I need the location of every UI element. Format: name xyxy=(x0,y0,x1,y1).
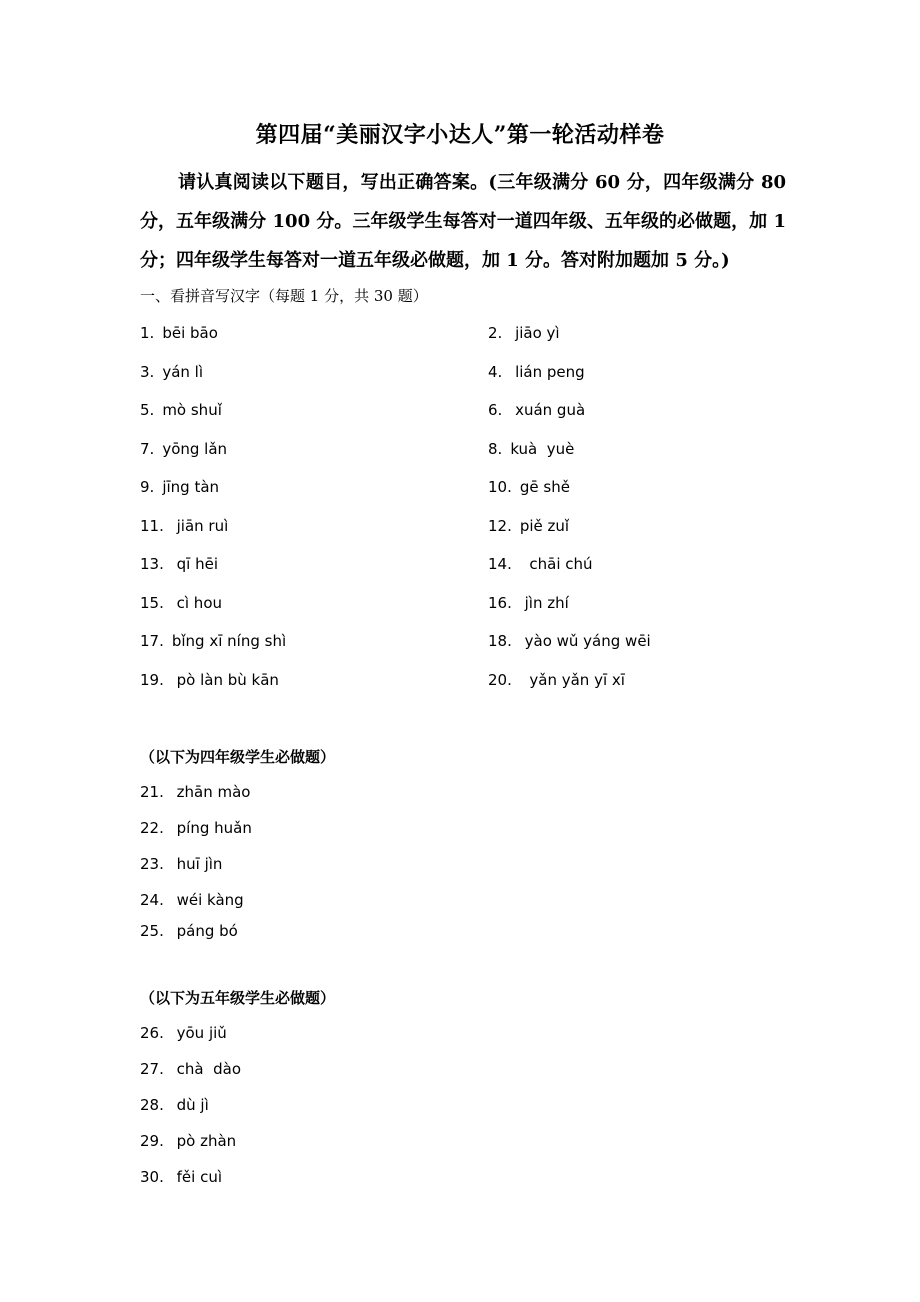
list-item: 19. pò làn bù kān xyxy=(140,671,279,689)
instructions-paragraph: 请认真阅读以下题目，写出正确答案。(三年级满分 60 分，四年级满分 80 分，五年级满分 100 分。三年级学生每答对一道四年级、五年级的必做题，加 1 分；四年级学生每答对一道五年级必做题，加 1 分。答对附加题加 5 分。) xyxy=(140,172,786,271)
section-title: 一、看拼音写汉字（每题 1 分，共 30 题） xyxy=(140,287,428,305)
list-item: 5. mò shuǐ xyxy=(140,401,222,419)
list-item: 7. yōng lǎn xyxy=(140,440,228,458)
list-item: 3. yán lì xyxy=(140,363,203,381)
grade5-note: （以下为五年级学生必做题） xyxy=(140,989,336,1007)
list-item: 24. wéi kàng xyxy=(140,891,244,909)
grade4-note: （以下为四年级学生必做题） xyxy=(140,748,336,766)
list-item: 20. yǎn yǎn yī xī xyxy=(488,671,625,689)
list-item: 8. kuà yuè xyxy=(488,440,575,458)
list-item: 13. qī hēi xyxy=(140,555,218,573)
list-item: 30. fěi cuì xyxy=(140,1168,222,1186)
list-item: 9. jīng tàn xyxy=(140,478,220,496)
list-item: 1. bēi bāo xyxy=(140,324,218,342)
list-item: 23. huī jìn xyxy=(140,855,223,873)
list-item: 14. chāi chú xyxy=(488,555,593,573)
list-item: 2. jiāo yì xyxy=(488,324,560,342)
list-item: 4. lián peng xyxy=(488,363,585,381)
list-item: 10. gē shě xyxy=(488,478,570,496)
list-item: 25. páng bó xyxy=(140,922,238,940)
list-item: 16. jìn zhí xyxy=(488,594,569,612)
list-item: 22. píng huǎn xyxy=(140,819,252,837)
list-item: 28. dù jì xyxy=(140,1096,209,1114)
list-item: 29. pò zhàn xyxy=(140,1132,237,1150)
list-item: 26. yōu jiǔ xyxy=(140,1024,227,1042)
list-item: 11. jiān ruì xyxy=(140,517,229,535)
list-item: 6. xuán guà xyxy=(488,401,586,419)
page-title: 第四届“美丽汉字小达人”第一轮活动样卷 xyxy=(255,122,665,148)
list-item: 27. chà dào xyxy=(140,1060,241,1078)
list-item: 15. cì hou xyxy=(140,594,223,612)
list-item: 17. bǐng xī níng shì xyxy=(140,632,287,650)
list-item: 12. piě zuǐ xyxy=(488,517,570,535)
list-item: 18. yào wǔ yáng wēi xyxy=(488,632,651,650)
list-item: 21. zhān mào xyxy=(140,783,251,801)
